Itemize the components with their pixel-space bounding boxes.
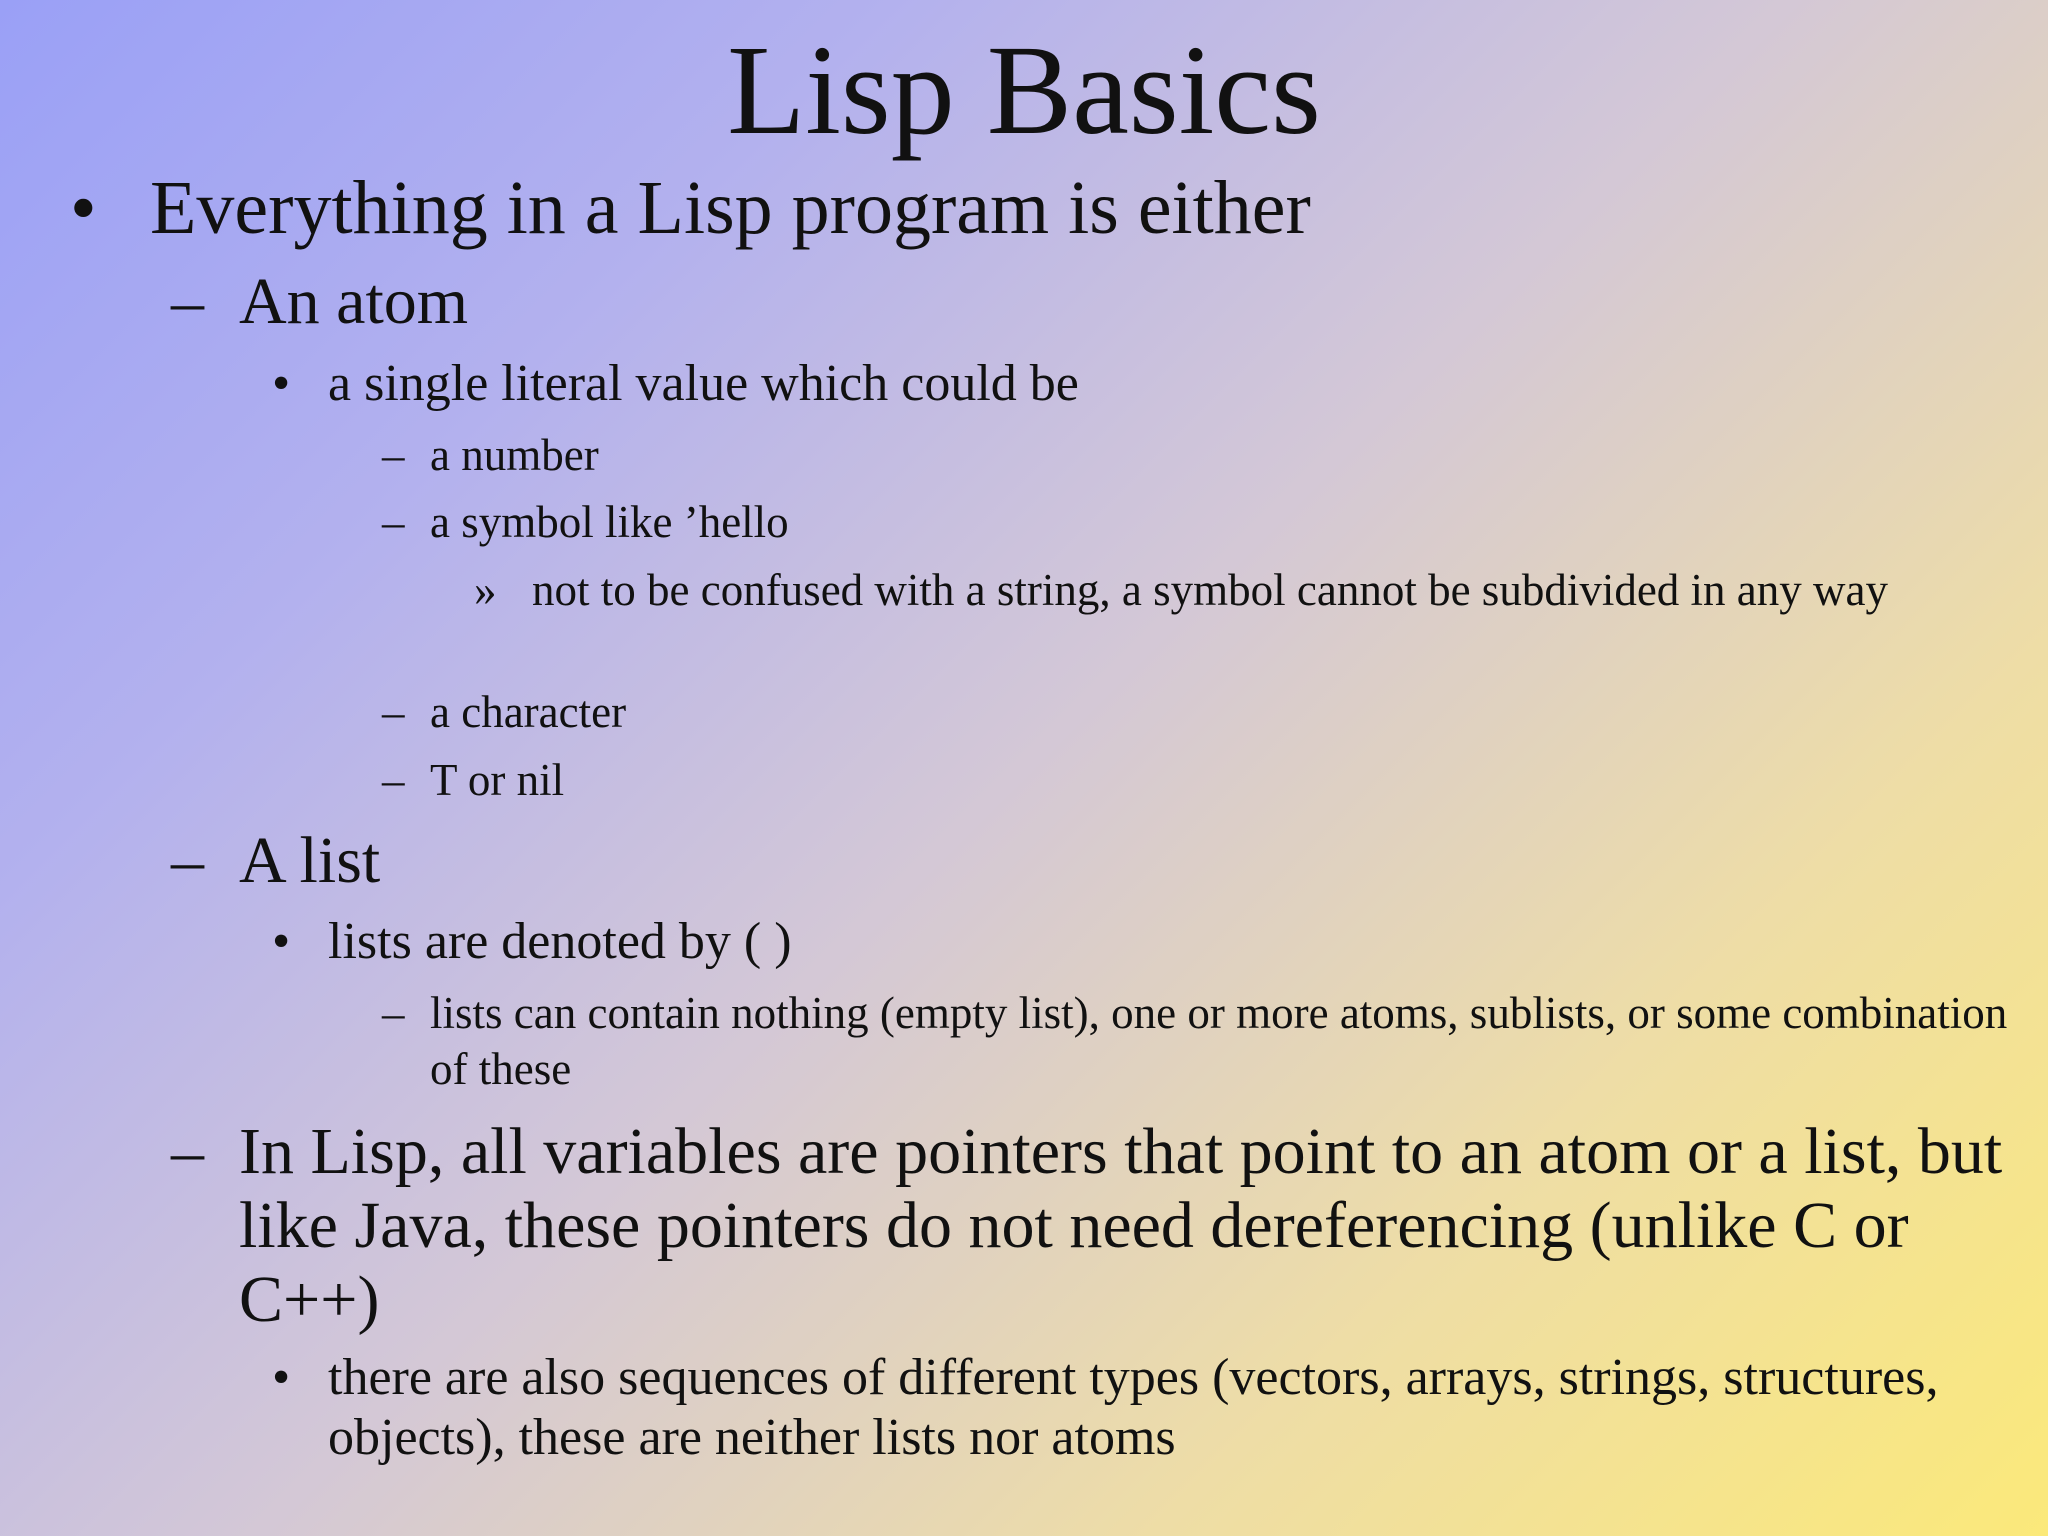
slide-title: Lisp Basics xyxy=(727,19,1321,161)
guillemet-marker: » xyxy=(474,565,497,615)
bullet-text: a symbol like ’hello xyxy=(430,497,789,547)
dash-marker: – xyxy=(382,430,405,480)
bullet-item xyxy=(171,1115,2008,1337)
bullet-text: T or nil xyxy=(430,755,565,805)
bullet-item xyxy=(272,1348,2008,1468)
bullet-text: there are also sequences of different types (vectors, arrays, strings, structures, objects), these are neither lists nor atoms xyxy=(328,1349,1939,1466)
bullet-text: In Lisp, all variables are pointers that point to an atom or a list, but like Java, these pointers do not need dereferencing (unlike C or C++) xyxy=(239,1115,2003,1336)
bullet-text: not to be confused with a string, a symbol cannot be subdivided in any way xyxy=(532,565,1888,615)
bullet-text: a character xyxy=(430,687,627,737)
bullet-item xyxy=(382,985,2008,1097)
bullet-marker: • xyxy=(272,913,291,970)
dash-marker: – xyxy=(171,824,204,897)
bullet-text: lists are denoted by ( ) xyxy=(328,913,792,970)
bullet-text: An atom xyxy=(239,265,469,338)
dash-marker: – xyxy=(171,1115,204,1188)
bullet-text: Everything in a Lisp program is either xyxy=(150,166,1311,250)
bullet-text: a number xyxy=(430,430,599,480)
bullet-item xyxy=(272,912,2008,972)
dash-marker: – xyxy=(382,755,405,805)
bullet-item xyxy=(382,494,2008,550)
dash-marker: – xyxy=(171,265,204,338)
bullet-item xyxy=(272,354,2008,414)
dash-marker: – xyxy=(382,988,405,1038)
dash-marker: – xyxy=(382,687,405,737)
bullet-marker: • xyxy=(272,1349,291,1406)
bullet-item xyxy=(171,824,2008,898)
bullet-item xyxy=(382,752,2008,808)
bullet-marker: • xyxy=(70,166,97,250)
bullet-item xyxy=(382,427,2008,483)
bullet-item xyxy=(382,684,2008,740)
bullet-item xyxy=(474,562,2008,618)
dash-marker: – xyxy=(382,497,405,547)
bullet-text: lists can contain nothing (empty list), one or more atoms, sublists, or some combination of these xyxy=(430,988,2008,1094)
bullet-marker: • xyxy=(272,355,291,412)
bullet-item xyxy=(70,166,2008,250)
bullet-text: A list xyxy=(239,824,381,897)
bullet-text: a single literal value which could be xyxy=(328,355,1079,412)
bullet-item xyxy=(171,265,2008,339)
